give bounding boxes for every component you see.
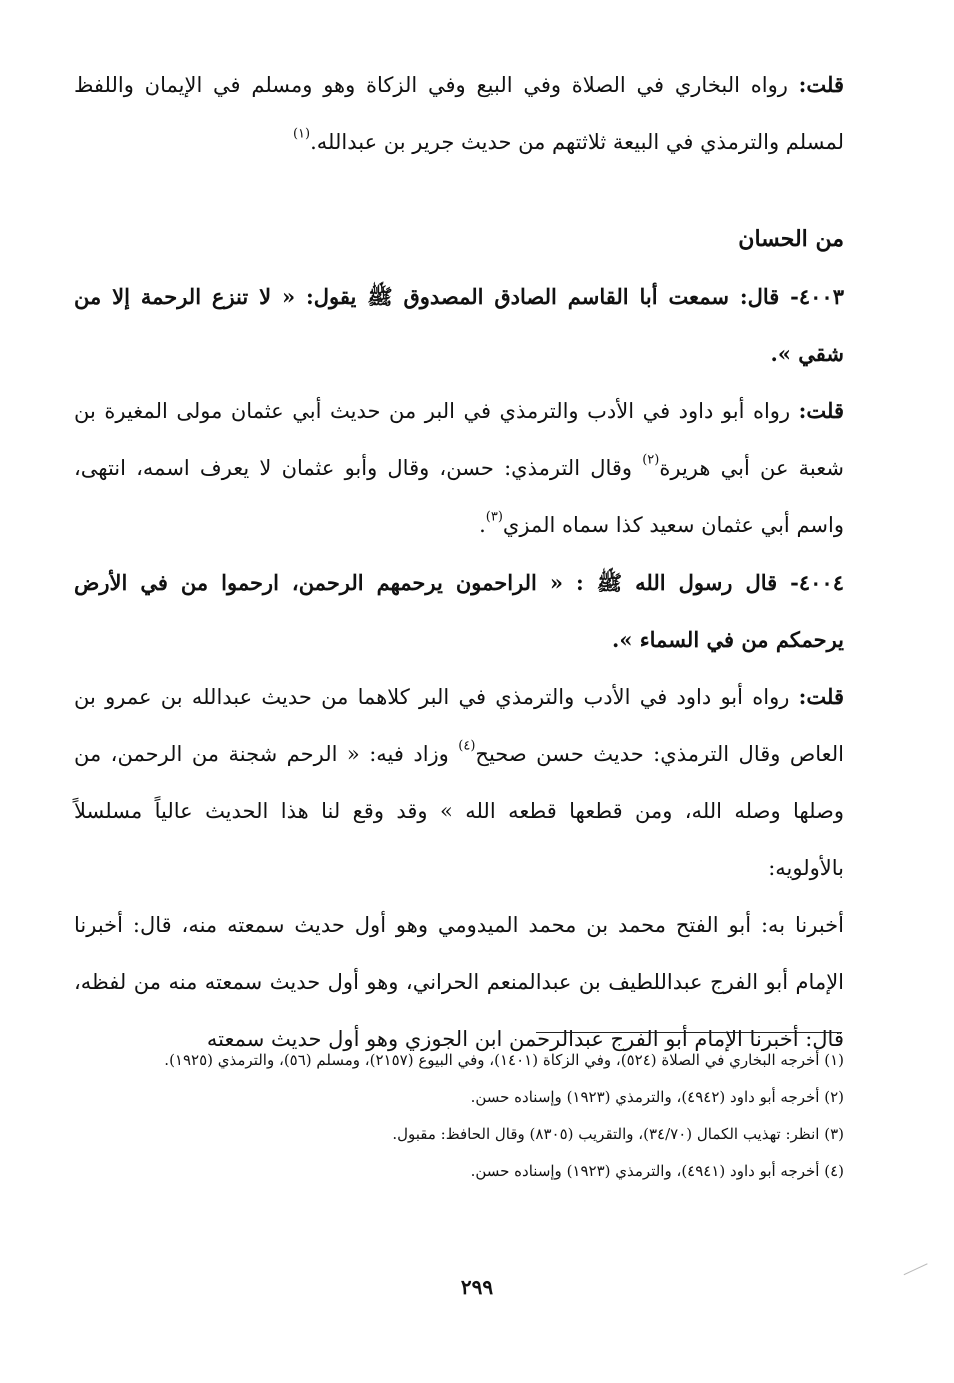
- commentary-lead: قلت:: [798, 398, 844, 423]
- isnad-paragraph: أخبرنا به: أبو الفتح محمد بن محمد الميدومي وهو أول حديث سمعته منه، قال: أخبرنا الإمام أبو الفرج عبداللطيف بن عبدالمنعم الحراني، وهو أول حديث سمعته منه من لفظه، قال: أخبرنا الإمام أبو الفرج عبدالرحمن ابن الجوزي وهو أول حديث سمعته: [74, 913, 844, 1051]
- footnote-ref: (١): [292, 126, 311, 142]
- commentary-4004: [74, 668, 844, 897]
- commentary-text: رواه البخاري في الصلاة وفي البيع وفي الزكاة وهو ومسلم في الإيمان واللفظ لمسلم والترمذي في البيعة ثلاثتهم من حديث جرير بن عبدالله.: [74, 73, 844, 154]
- commentary-text: وزاد فيه: « الرحم شجنة من الرحمن، من وصلها وصله الله، ومن قطعها قطعه الله » وقد وقع لنا هذا الحديث عالياً مسلسلاً بالأولويه:: [74, 742, 844, 880]
- main-text: [74, 56, 844, 1068]
- commentary-paragraph: [74, 56, 844, 171]
- footnote-ref: (٢): [642, 452, 660, 468]
- footnote-ref: (٤): [458, 738, 476, 754]
- section-heading: من الحسان: [738, 226, 844, 252]
- hadith-text: « لا تنزع الرحمة إلا من شقي ».: [74, 284, 844, 366]
- hadith-lead: ٤٠٠٣- قال: سمعت أبا القاسم الصادق المصدوق ﷺ يقول:: [305, 284, 844, 309]
- footnotes: [74, 1046, 844, 1194]
- commentary-text: رواه أبو داود في الأدب والترمذي في البر كلاهما من حديث عبدالله بن عمرو بن العاص وقال الترمذي: حديث حسن صحيح: [74, 685, 844, 766]
- commentary-lead: قلت:: [798, 72, 845, 97]
- hadith-lead: ٤٠٠٤- قال رسول الله ﷺ :: [576, 570, 844, 595]
- footnote-divider: [536, 1032, 842, 1033]
- commentary-text: وقال الترمذي: حسن، وقال وأبو عثمان لا يعرف اسمه، انتهى، واسم أبي عثمان سعيد كذا سماه المزي: [74, 456, 844, 537]
- hadith-4004: [74, 554, 844, 668]
- footnote-2: (٢) أخرجه أبو داود (٤٩٤٢)، والترمذي (١٩٢٣) وإسناده حسن.: [470, 1088, 844, 1106]
- footnote-3: (٣) انظر: تهذيب الكمال (٣٤/٧٠)، والتقريب (٨٣٠٥) وقال الحافظ: مقبول.: [392, 1125, 844, 1143]
- commentary-4003: [74, 382, 844, 554]
- footnote-4: (٤) أخرجه أبو داود (٤٩٤١)، والترمذي (١٩٢٣) وإسناده حسن.: [470, 1162, 844, 1180]
- footnote-ref: (٣): [485, 509, 503, 525]
- commentary-lead: قلت:: [798, 684, 844, 709]
- commentary-tail: .: [479, 513, 486, 537]
- footnote-1: (١) أخرجه البخاري في الصلاة (٥٢٤)، وفي الزكاة (١٤٠١)، وفي البيوع (٢١٥٧)، ومسلم (٥٦)، والترمذي (١٩٢٥).: [164, 1051, 844, 1069]
- commentary-text: رواه أبو داود في الأدب والترمذي في البر من حديث أبي عثمان مولى المغيرة بن شعبة عن أبي هريرة: [74, 399, 844, 480]
- page-number: ٢٩٩: [460, 1275, 494, 1299]
- hadith-4003: [74, 268, 844, 382]
- hadith-text: « الراحمون يرحمهم الرحمن، ارحموا من في الأرض يرحمكم من في السماء ».: [74, 570, 844, 652]
